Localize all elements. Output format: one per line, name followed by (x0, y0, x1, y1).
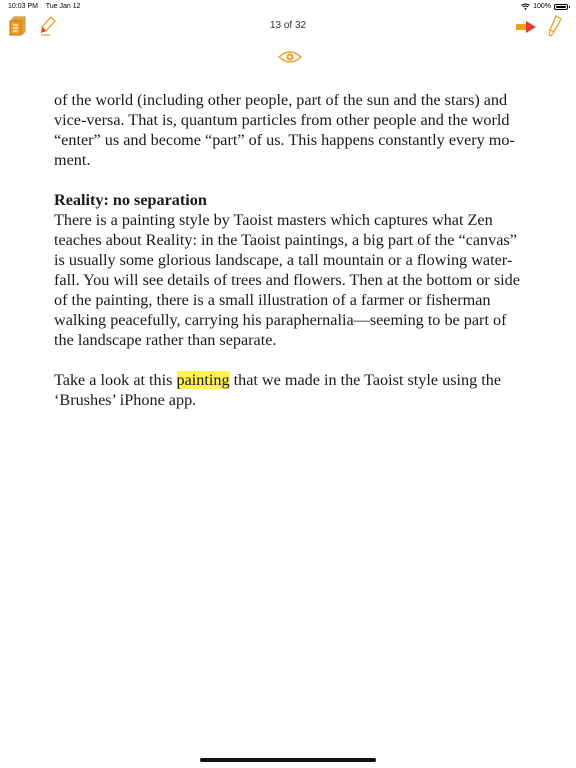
paragraph-3-text-start: Take a look at this (54, 371, 177, 389)
paragraph-1: of the world (including other people, part of the sun and the stars) and vice-versa. That is, quantum particles from other people and the world “enter” us and become “part” of us. This happens constantly every mo-ment. (54, 91, 515, 169)
paragraph-3-text-end: that we made in the Taoist style using the ‘Brushes’ iPhone app. (54, 371, 502, 409)
battery-icon (554, 4, 568, 10)
book-page-content (54, 90, 524, 430)
eye-icon[interactable] (278, 49, 302, 65)
home-indicator[interactable] (200, 758, 376, 762)
next-arrow-icon[interactable] (515, 20, 537, 34)
status-right (521, 3, 568, 10)
battery-percent: 100% (533, 3, 551, 10)
status-bar (0, 0, 576, 14)
wifi-icon (521, 3, 530, 10)
paragraph-3 (54, 370, 524, 410)
section-heading: Reality: no separation (54, 191, 207, 209)
status-left (8, 3, 87, 10)
page-indicator: 13 of 32 (269, 20, 307, 31)
paragraph-2: There is a painting style by Taoist masters which captures what Zen teaches about Reality: in the Taoist paintings, a big part of the “canvas” is usually some glorious landscape, a tall mountain or a flowing water-fall. You will see details of trees and flowers. Then at the bottom or side of the painting, there is a small illustration of a farmer or fisherman walking peacefully, carrying his paraphernalia—seeming to be part of the landscape rather than separate. (54, 211, 520, 349)
painting-link[interactable]: painting (176, 371, 230, 389)
highlighter-icon[interactable] (547, 15, 563, 37)
status-date: Tue Jan 12 (45, 3, 81, 10)
status-time: 10:03 PM (8, 3, 38, 10)
